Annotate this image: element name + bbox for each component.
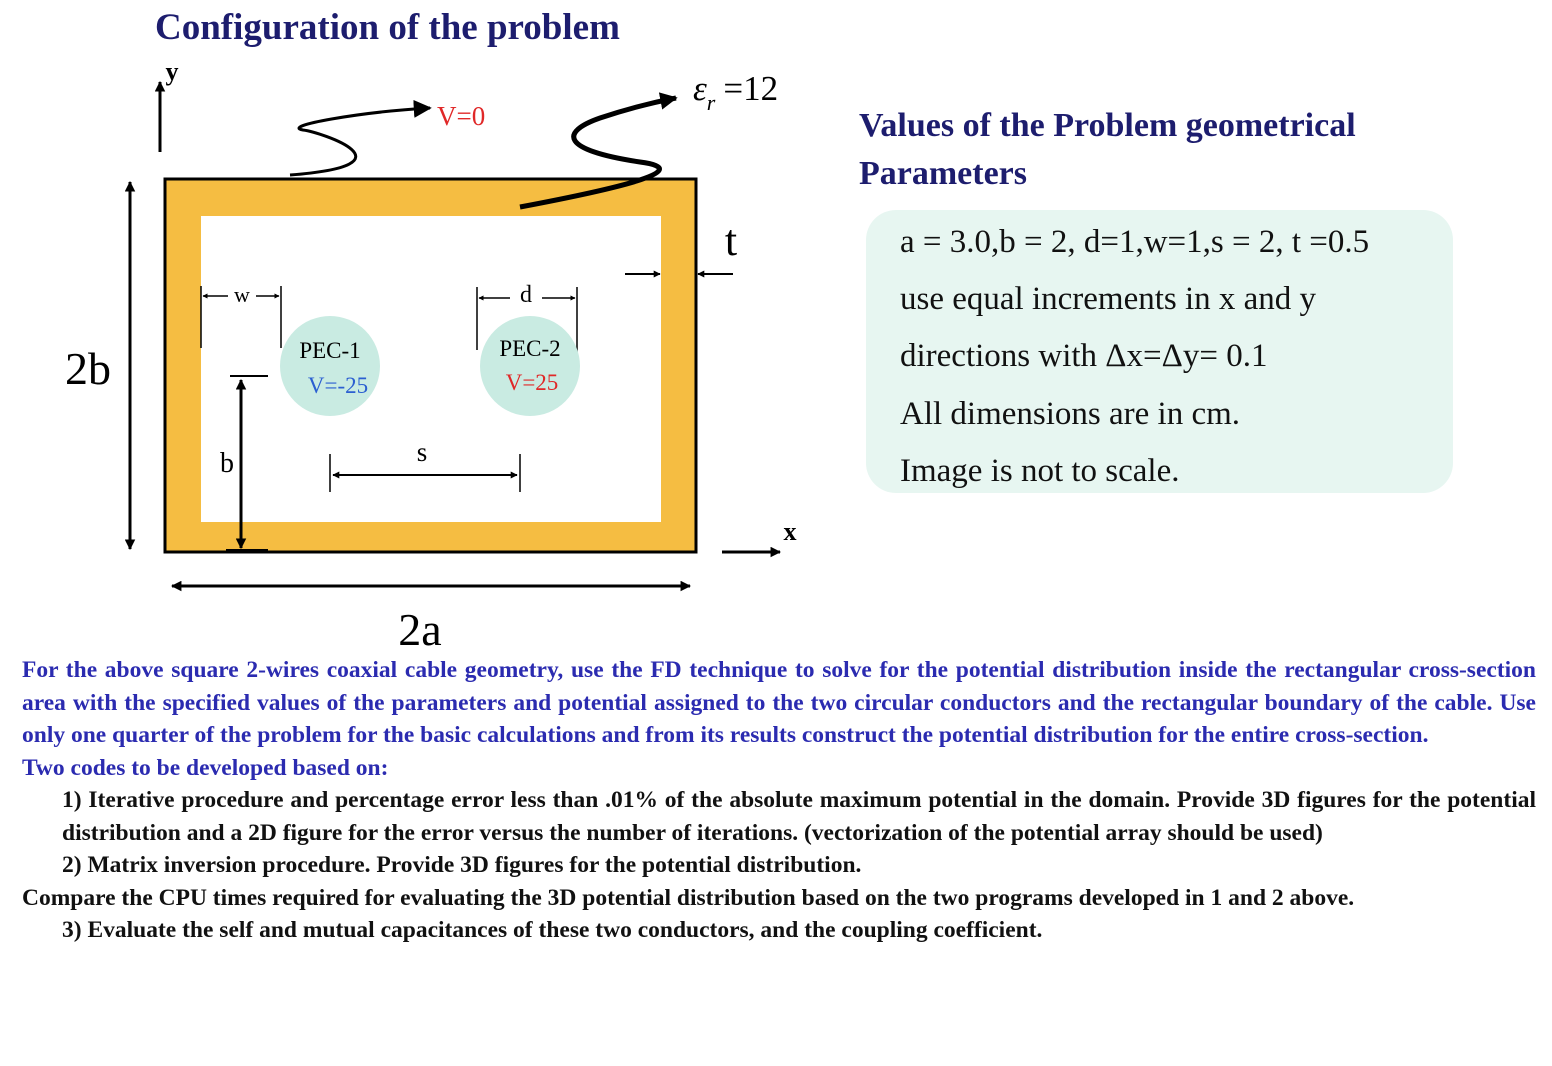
codes-heading: Two codes to be developed based on: [22,754,389,781]
outer-width-label: 2a [398,604,442,650]
conductor-1 [280,316,380,416]
thickness-label: t [724,216,738,265]
conductor-2-voltage: V=25 [505,370,559,395]
compare-paragraph: Compare the CPU times required for evaluating the 3D potential distribution based on the two programs developed in 1 and 2 above. [22,884,1355,911]
boundary-pointer [290,108,430,175]
problem-description [22,654,1536,947]
y-axis-label: y [165,57,179,86]
x-axis-label: x [783,517,797,546]
conductor-1-name: PEC-1 [299,338,361,363]
task-item-2: 2) Matrix inversion procedure. Provide 3D figures for the potential distribution. [62,852,862,878]
b-label: b [220,448,234,479]
w-label: w [234,282,250,307]
task-item-3: 3) Evaluate the self and mutual capacitances of these two conductors, and the coupling coefficient. [62,917,1043,943]
boundary-voltage-label: V=0 [437,101,486,131]
conductor-2 [480,316,580,416]
permittivity-label: $\varepsilon_r =12$ [693,69,779,115]
page-title: Configuration of the problem [155,7,620,48]
parameters-units-note: All dimensions are in cm. [900,396,1241,432]
parameters-step-size: directions with Δx=Δy= 0.1 [900,338,1268,374]
s-label: s [416,437,428,467]
task-item-1: 1) Iterative procedure and percentage error less than .01% of the absolute maximum potential in the domain. Provide 3D figures for the potential distribution and a 2D figure for the error versus the number of iterations. (vectorization of the potential array should be used) [62,787,1536,846]
description-paragraph: For the above square 2-wires coaxial cable geometry, use the FD technique to solve for the potential distribution inside the rectangular cross-section area with the specified values of the parameters and potential assigned to the two circular conductors and the rectangular boundary of the cable. Use only one quarter of the problem for the basic calculations and from its results construct the potential distribution for the entire cross-section. [22,657,1536,748]
conductor-2-name: PEC-2 [499,336,561,361]
outer-height-label: 2b [65,343,111,394]
d-label: d [520,282,532,308]
parameters-scale-note: Image is not to scale. [900,453,1180,489]
parameters-box [866,210,1453,493]
geometry-diagram [0,50,830,650]
parameters-title [859,102,1356,198]
parameters-values: a = 3.0,b = 2, d=1,w=1,s = 2, t =0.5 [900,224,1370,260]
parameters-title-line-1: Values of the Problem geometrical [859,107,1356,144]
parameters-title-line-2: Parameters [859,155,1028,192]
parameters-increment-note: use equal increments in x and y [900,281,1317,317]
conductor-1-voltage: V=-25 [307,373,369,398]
inner-dielectric [201,216,661,522]
